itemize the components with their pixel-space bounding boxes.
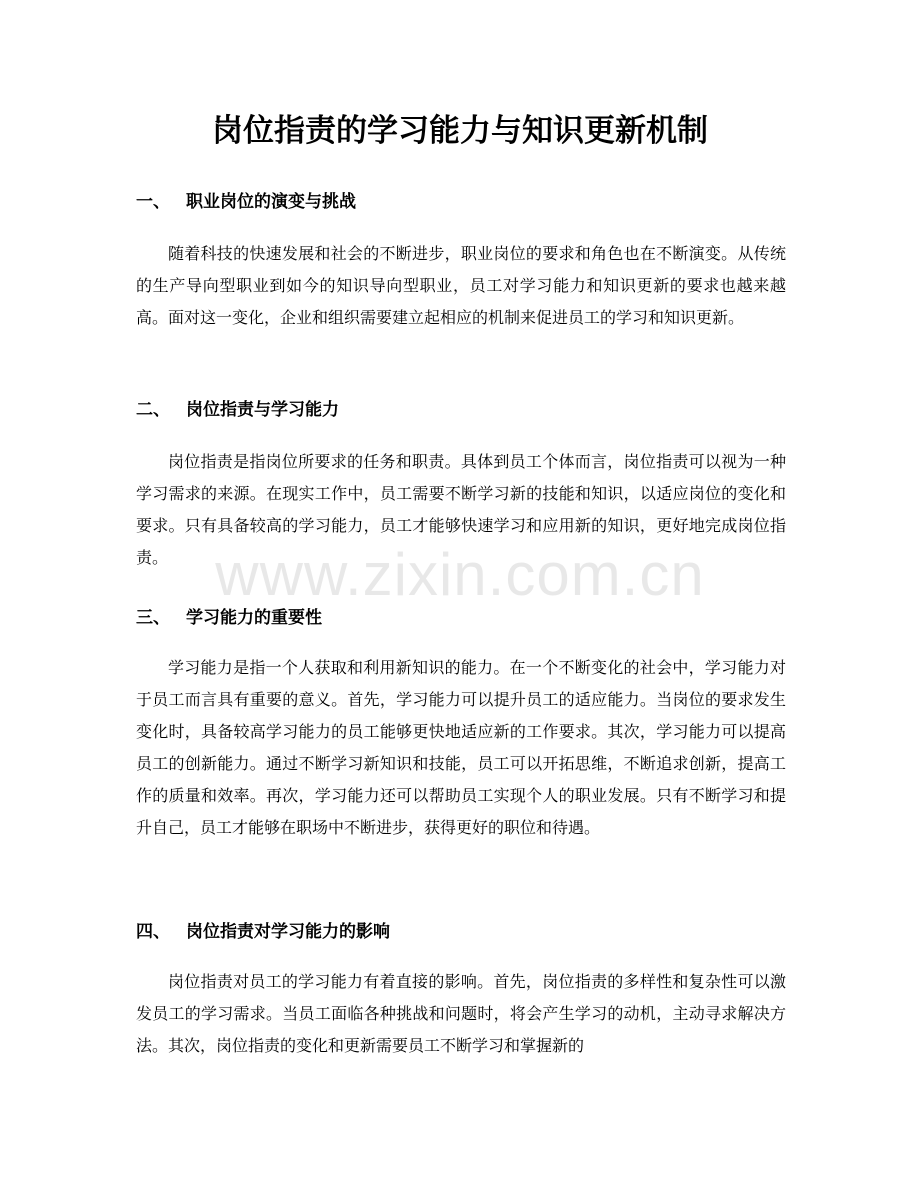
watermark: www.zixin.com.cn xyxy=(215,541,705,608)
section-2-paragraph: 岗位指责是指岗位所要求的任务和职责。具体到员工个体而言，岗位指责可以视为一种学习需求的来源。在现实工作中，员工需要不断学习新的技能和知识，以适应岗位的变化和要求。只有具备较高的学习能力，员工才能够快速学习和应用新的知识，更好地完成岗位指责。 xyxy=(136,452,786,567)
section-1-number: 一、 xyxy=(136,192,170,212)
section-3-heading-text: 学习能力的重要性 xyxy=(186,608,322,628)
section-1-paragraph: 随着科技的快速发展和社会的不断进步，职业岗位的要求和角色也在不断演变。从传统的生产导向型职业到如今的知识导向型职业，员工对学习能力和知识更新的要求也越来越高。面对这一变化，企业和组织需要建立起相应的机制来促进员工的学习和知识更新。 xyxy=(136,244,786,327)
section-1-heading xyxy=(136,189,356,215)
document-title: 岗位指责的学习能力与知识更新机制 xyxy=(212,113,708,149)
section-4-heading xyxy=(136,919,390,945)
section-3-number: 三、 xyxy=(136,608,170,628)
section-2-heading xyxy=(136,397,339,423)
section-4-heading-text: 岗位指责对学习能力的影响 xyxy=(186,922,390,942)
section-2-heading-text: 岗位指责与学习能力 xyxy=(186,400,339,420)
section-4-number: 四、 xyxy=(136,922,170,942)
section-3-heading xyxy=(136,605,322,631)
section-2-number: 二、 xyxy=(136,400,170,420)
section-4-paragraph: 岗位指责对员工的学习能力有着直接的影响。首先，岗位指责的多样性和复杂性可以激发员工的学习需求。当员工面临各种挑战和问题时，将会产生学习的动机，主动寻求解决方法。其次，岗位指责的变化和更新需要员工不断学习和掌握新的 xyxy=(136,972,786,1055)
section-1-heading-text: 职业岗位的演变与挑战 xyxy=(186,192,356,212)
section-3-paragraph: 学习能力是指一个人获取和利用新知识的能力。在一个不断变化的社会中，学习能力对于员工而言具有重要的意义。首先，学习能力可以提升员工的适应能力。当岗位的要求发生变化时，具备较高学习能力的员工能够更快地适应新的工作要求。其次，学习能力可以提高员工的创新能力。通过不断学习新知识和技能，员工可以开拓思维，不断追求创新，提高工作的质量和效率。再次，学习能力还可以帮助员工实现个人的职业发展。只有不断学习和提升自己，员工才能够在职场中不断进步，获得更好的职位和待遇。 xyxy=(136,658,786,837)
